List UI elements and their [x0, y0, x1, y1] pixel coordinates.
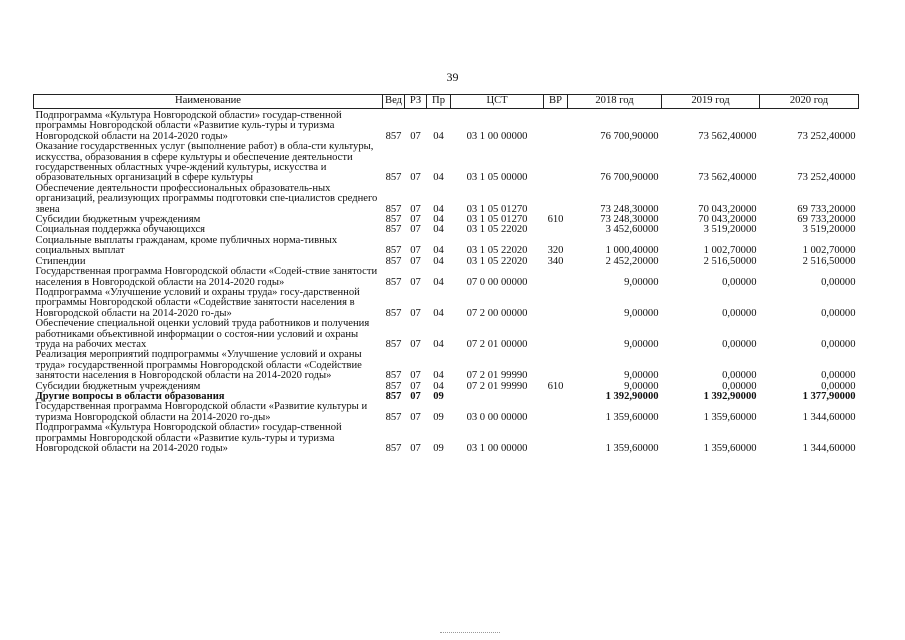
- cell-y2020: 73 252,40000: [797, 130, 856, 142]
- cell-ved: 857: [385, 255, 402, 267]
- cell-vr: [544, 267, 568, 288]
- cell-name: Субсидии бюджетным учреждениям: [35, 380, 201, 392]
- cell-vr: [544, 423, 568, 454]
- cell-pr: 04: [433, 380, 444, 392]
- cell-rz: 07: [410, 390, 421, 402]
- cell-rz: 07: [410, 411, 421, 423]
- cell-name: Реализация мероприятий подпрограммы «Улучшение условий и охраны труда» государственной программы Новгородской области «Содействие занятости населения в Новгородской области на 2014-2020 годы»: [35, 349, 362, 382]
- cell-y2020: 69 733,20000: [797, 203, 856, 215]
- cell-y2018: 9,00000: [624, 338, 659, 350]
- cell-rz: 07: [410, 130, 421, 142]
- cell-cst: 07 2 01 00000: [466, 338, 528, 350]
- cell-pr: 04: [433, 224, 444, 236]
- cell-vr: 320: [547, 245, 564, 257]
- cell-cst: 03 1 05 01270: [466, 203, 528, 215]
- cell-y2019: 3 519,20000: [703, 224, 757, 236]
- cell-y2020: 0,00000: [821, 380, 856, 392]
- cell-ved: 857: [385, 443, 402, 454]
- cell-pr: 04: [433, 203, 444, 215]
- cell-name: Оказание государственных услуг (выполнение работ) в обла-сти культуры, искусства, образования в сфере культуры и обеспечение деятельности государственных областных учре-ждений культуры, искусства и образовательных организаций в сфере культуры: [35, 141, 374, 184]
- table-row: [34, 288, 859, 319]
- cell-y2019: 1 359,60000: [703, 443, 757, 454]
- cell-cst: 03 1 05 00000: [466, 172, 528, 184]
- table-header: [34, 95, 859, 109]
- table-row: [34, 402, 859, 423]
- cell-vr: [544, 392, 568, 402]
- header-ved: Вед: [383, 95, 405, 109]
- cell-rz: 07: [410, 276, 421, 288]
- cell-y2019: 70 043,20000: [698, 203, 757, 215]
- cell-rz: 07: [410, 380, 421, 392]
- cell-cst: 03 1 05 22020: [466, 245, 528, 257]
- cell-cst: [451, 392, 544, 402]
- cell-y2020: 69 733,20000: [797, 214, 856, 226]
- table-row: [34, 267, 859, 288]
- cell-name: Государственная программа Новгородской области «Развитие культуры и туризма Новгородской области на 2014-2020 го-ды»: [35, 401, 368, 423]
- cell-name: Социальные выплаты гражданам, кроме публичных норма-тивных социальных выплат: [35, 234, 338, 257]
- cell-ved: 857: [385, 130, 402, 142]
- cell-pr: 04: [433, 214, 444, 226]
- cell-cst: 07 2 01 99990: [466, 370, 528, 382]
- cell-vr: 610: [547, 380, 564, 392]
- cell-cst: 07 2 01 99990: [466, 380, 528, 392]
- cell-vr: [544, 184, 568, 215]
- cell-ved: 857: [385, 380, 402, 392]
- cell-y2018: 1 359,60000: [605, 443, 659, 454]
- cell-y2020: 0,00000: [821, 370, 856, 382]
- cell-y2019: 0,00000: [722, 370, 757, 382]
- header-rz: РЗ: [405, 95, 427, 109]
- cell-y2020: 1 344,60000: [802, 443, 856, 454]
- page-number: 39: [446, 70, 459, 84]
- cell-y2020: 1 002,70000: [802, 245, 856, 257]
- cell-cst: 03 1 05 22020: [466, 255, 528, 267]
- cell-y2018: 73 248,30000: [600, 214, 659, 226]
- cell-pr: 04: [433, 276, 444, 288]
- cell-vr: [544, 225, 568, 235]
- table-row: [34, 109, 859, 143]
- page-footer-mark: [440, 632, 500, 635]
- cell-ved: 857: [385, 338, 402, 350]
- cell-y2019: 1 359,60000: [703, 411, 757, 423]
- cell-cst: 07 2 00 00000: [466, 307, 528, 319]
- cell-vr: [544, 350, 568, 381]
- header-vr: ВР: [544, 95, 568, 109]
- cell-y2019: 1 392,90000: [703, 390, 757, 402]
- cell-cst: 03 1 00 00000: [466, 130, 528, 142]
- cell-cst: 03 1 05 22020: [466, 224, 528, 236]
- cell-y2019: 0,00000: [722, 338, 757, 350]
- cell-name: Подпрограмма «Улучшение условий и охраны труда» госу-дарственной программы Новгородской области «Содействие занятости населения в Новгородской области на 2014-2020 го-ды»: [35, 286, 360, 319]
- cell-ved: 857: [385, 224, 402, 236]
- cell-ved: 857: [385, 203, 402, 215]
- cell-ved: 857: [385, 307, 402, 319]
- table-row: [34, 423, 859, 454]
- cell-vr: [544, 142, 568, 184]
- budget-table: [33, 94, 859, 454]
- cell-rz: 07: [410, 172, 421, 184]
- cell-cst: 03 0 00 00000: [466, 411, 528, 423]
- cell-y2018: 3 452,60000: [605, 224, 659, 236]
- cell-y2018: 76 700,90000: [600, 172, 659, 184]
- cell-name: Социальная поддержка обучающихся: [35, 224, 206, 236]
- cell-y2020: 0,00000: [821, 338, 856, 350]
- table-row: [34, 236, 859, 257]
- cell-vr: [544, 402, 568, 423]
- cell-y2019: 73 562,40000: [698, 130, 757, 142]
- cell-y2018: 1 392,90000: [605, 390, 659, 402]
- cell-y2018: 9,00000: [624, 307, 659, 319]
- cell-y2019: 0,00000: [722, 380, 757, 392]
- cell-cst: 03 1 00 00000: [466, 443, 528, 454]
- cell-y2018: 1 359,60000: [605, 411, 659, 423]
- cell-name: Субсидии бюджетным учреждениям: [35, 214, 201, 226]
- cell-name: Подпрограмма «Культура Новгородской области» государ-ственной программы Новгородской области «Развитие куль-туры и туризма Новгородской области на 2014-2020 годы»: [35, 422, 342, 454]
- cell-pr: 09: [433, 443, 444, 454]
- table-body: [34, 109, 859, 455]
- cell-y2018: 76 700,90000: [600, 130, 659, 142]
- cell-ved: 857: [385, 390, 402, 402]
- cell-ved: 857: [385, 276, 402, 288]
- cell-ved: 857: [385, 214, 402, 226]
- header-2018: 2018 год: [568, 95, 662, 109]
- cell-vr: 610: [547, 214, 564, 226]
- cell-y2019: 2 516,50000: [703, 255, 757, 267]
- cell-pr: 04: [433, 370, 444, 382]
- cell-rz: 07: [410, 443, 421, 454]
- cell-rz: 07: [410, 338, 421, 350]
- cell-rz: 07: [410, 370, 421, 382]
- cell-y2020: 3 519,20000: [802, 224, 856, 236]
- cell-vr: [544, 109, 568, 143]
- cell-vr: [544, 319, 568, 350]
- cell-y2020: 1 377,90000: [802, 390, 856, 402]
- cell-pr: 04: [433, 172, 444, 184]
- cell-y2019: 70 043,20000: [698, 214, 757, 226]
- header-cst: ЦСТ: [451, 95, 544, 109]
- cell-rz: 07: [410, 214, 421, 226]
- cell-y2018: 9,00000: [624, 370, 659, 382]
- cell-name: Обеспечение специальной оценки условий труда работников и получения работниками объективной информации о состоя-нии условий и охраны труда на рабочих местах: [35, 318, 370, 350]
- cell-rz: 07: [410, 203, 421, 215]
- cell-rz: 07: [410, 245, 421, 257]
- cell-vr: 340: [547, 255, 564, 267]
- cell-cst: 03 1 05 01270: [466, 214, 528, 226]
- cell-name: Государственная программа Новгородской области «Содей-ствие занятости населения в Новгородской области на 2014-2020 годы»: [35, 266, 378, 288]
- cell-name: Подпрограмма «Культура Новгородской области» государ-ственной программы Новгородской области «Развитие куль-туры и туризма Новгородской области на 2014-2020 годы»: [35, 110, 342, 142]
- cell-pr: 04: [433, 255, 444, 267]
- table-row: [34, 319, 859, 350]
- cell-name: Обеспечение деятельности профессиональных образователь-ных организаций, реализующих программы подготовки спе-циалистов среднего звена: [35, 182, 378, 215]
- cell-y2019: 73 562,40000: [698, 172, 757, 184]
- cell-y2020: 73 252,40000: [797, 172, 856, 184]
- cell-y2018: 9,00000: [624, 276, 659, 288]
- cell-name: Стипендии: [35, 255, 86, 267]
- header-name: Наименование: [34, 95, 383, 109]
- cell-ved: 857: [385, 411, 402, 423]
- cell-pr: 09: [433, 411, 444, 423]
- cell-pr: 04: [433, 130, 444, 142]
- cell-pr: 09: [433, 390, 444, 402]
- cell-y2019: 1 002,70000: [703, 245, 757, 257]
- header-2019: 2019 год: [662, 95, 760, 109]
- cell-rz: 07: [410, 307, 421, 319]
- cell-y2019: 0,00000: [722, 307, 757, 319]
- cell-ved: 857: [385, 370, 402, 382]
- cell-y2018: 1 000,40000: [605, 245, 659, 257]
- header-2020: 2020 год: [760, 95, 859, 109]
- cell-y2020: 0,00000: [821, 276, 856, 288]
- cell-name: Другие вопросы в области образования: [35, 390, 225, 402]
- cell-y2018: 2 452,20000: [605, 255, 659, 267]
- cell-y2020: 2 516,50000: [802, 255, 856, 267]
- cell-y2018: 73 248,30000: [600, 203, 659, 215]
- cell-vr: [544, 288, 568, 319]
- cell-pr: 04: [433, 245, 444, 257]
- table-row: [34, 350, 859, 381]
- cell-y2019: 0,00000: [722, 276, 757, 288]
- cell-rz: 07: [410, 224, 421, 236]
- cell-pr: 04: [433, 338, 444, 350]
- cell-pr: 04: [433, 307, 444, 319]
- cell-y2018: 9,00000: [624, 380, 659, 392]
- header-pr: Пр: [427, 95, 451, 109]
- table-row: [34, 184, 859, 215]
- cell-y2020: 0,00000: [821, 307, 856, 319]
- cell-ved: 857: [385, 245, 402, 257]
- cell-rz: 07: [410, 255, 421, 267]
- cell-y2020: 1 344,60000: [802, 411, 856, 423]
- cell-ved: 857: [385, 172, 402, 184]
- cell-cst: 07 0 00 00000: [466, 276, 528, 288]
- table-row: [34, 142, 859, 184]
